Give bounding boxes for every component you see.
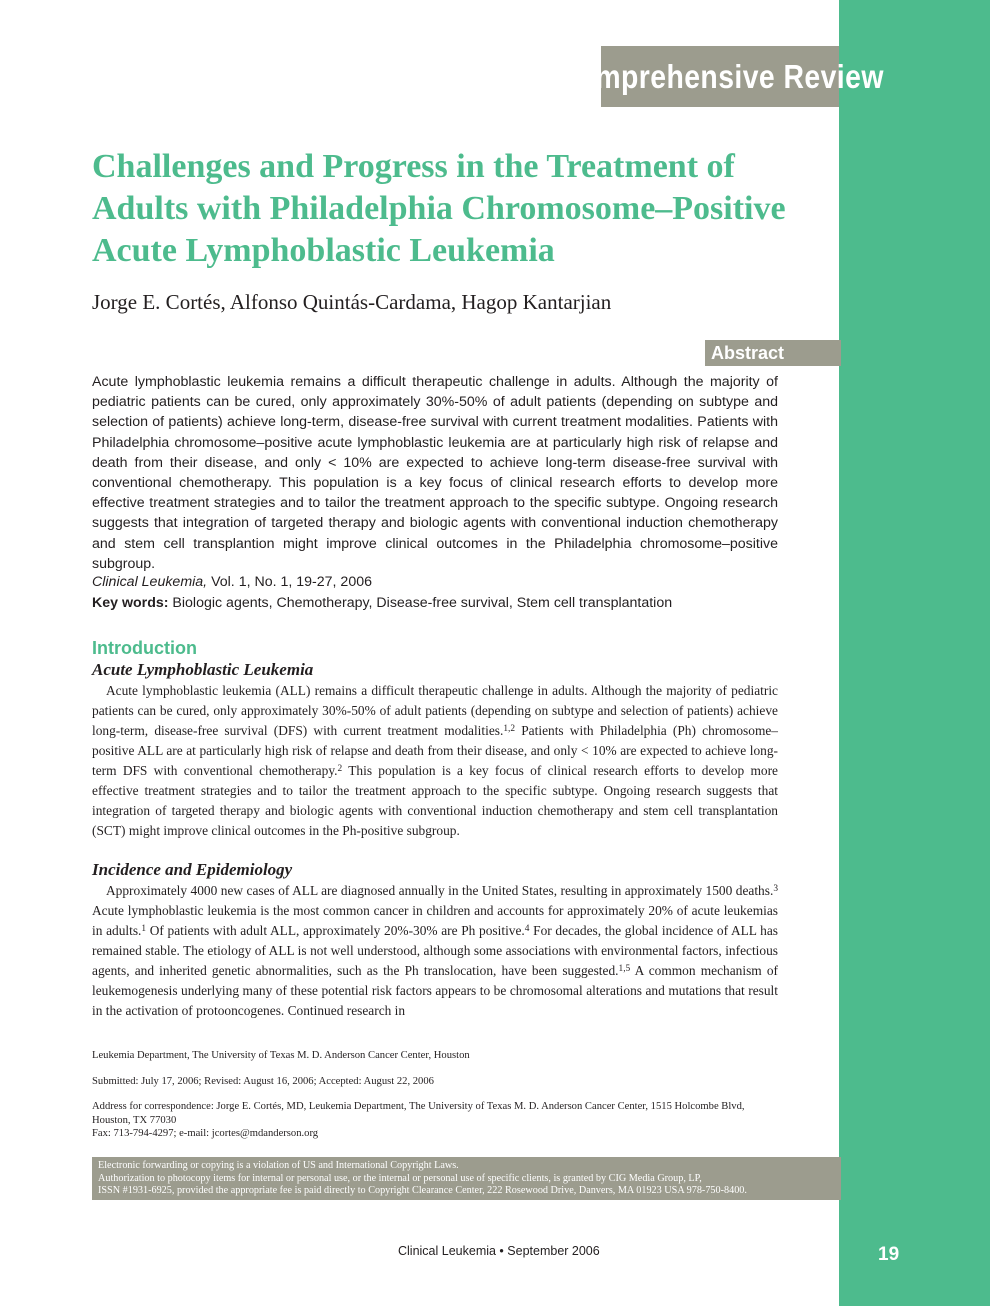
- copyright-line: Electronic forwarding or copying is a violation of US and International Copyright Laws.: [98, 1160, 459, 1171]
- subheading-epidemiology: Incidence and Epidemiology: [92, 860, 293, 879]
- footnote-contact: Fax: 713-794-4297; e-mail: jcortes@mdanderson.org: [92, 1128, 319, 1139]
- footnote-affiliation: Leukemia Department, The University of Texas M. D. Anderson Cancer Center, Houston: [92, 1050, 470, 1061]
- footnote-correspondence: Address for correspondence: Jorge E. Cortés, MD, Leukemia Department, The University of Texas M. D. Anderson Cancer Center, 1515 Holcombe Blvd, Houston, TX 77030: [92, 1101, 745, 1126]
- citation-line: [92, 572, 792, 593]
- copyright-notice: [92, 1157, 841, 1200]
- reference-marker: 1: [141, 923, 147, 934]
- paragraph-all: [92, 681, 778, 841]
- footnotes: [92, 1049, 772, 1153]
- paragraph-epidemiology: [92, 881, 778, 1021]
- footer-journal-date: Clinical Leukemia • September 2006: [398, 1244, 600, 1258]
- page-number: 19: [878, 1244, 900, 1265]
- keywords-line: [92, 593, 792, 614]
- article-title: Challenges and Progress in the Treatment of Adults with Philadelphia Chromosome–Positive Acute Lymphoblastic Leukemia: [92, 148, 786, 269]
- abstract-text: Acute lymphoblastic leukemia remains a difficult therapeutic challenge in adults. Although the majority of pediatric patients can be cured, only approximately 30%-50% of adult patients (depending on subtype and selection of patients) achieve long-term, disease-free survival with current treatment modalities. Patients with Philadelphia chromosome–positive acute lymphoblastic leukemia are at particularly high risk of relapse and death from their disease, and only < 10% are expected to achieve long-term disease-free survival with conventional chemotherapy. This population is a key focus of clinical research efforts to develop more effective treatment strategies and to tailor the treatment approach to the specific subtype. Ongoing research suggests that integration of targeted therapy and biologic agents with conventional induction chemotherapy and stem cell transplantion might improve clinical outcomes in the Philadelphia chromosome–positive subgroup.: [92, 374, 778, 572]
- keywords-label: Key words:: [92, 594, 169, 611]
- paragraph-text: A common mechanism of leukemogenesis underlying many of these potential risk factors appears to be chromosomal alterations and mutations that result in the activation of protooncogenes. Continued research in: [92, 963, 778, 1018]
- copyright-line: ISSN #1931-6925, provided the appropriate fee is paid directly to Copyright Clearance Center, 222 Rosewood Drive, Danvers, MA 01923 USA 978-750-8400.: [98, 1185, 747, 1196]
- copyright-line: Authorization to photocopy items for internal or personal use, or the internal or personal use of specific clients, is granted by CIG Media Group, LP,: [98, 1172, 702, 1184]
- paragraph-text: This population is a key focus of clinical research efforts to develop more effective treatment strategies and to tailor the treatment approach to the specific subtype. Ongoing research suggests that integration of targeted therapy and biologic agents with conventional induction chemotherapy and stem cell transplantation (SCT) might improve clinical outcomes in the Ph-positive subgroup.: [92, 763, 778, 838]
- side-color-bar: [839, 0, 990, 1306]
- reference-marker: 2: [337, 763, 343, 774]
- paragraph-text: Acute lymphoblastic leukemia (ALL) remains a difficult therapeutic challenge in adults. Although the majority of pediatric patients can be cured, only approximately 30%-50% of adult patients (depending on subtype and selection of patients) achieve long-term, disease-free survival (DFS) with current treatment modalities.: [92, 683, 778, 738]
- footnote-dates: Submitted: July 17, 2006; Revised: August 16, 2006; Accepted: August 22, 2006: [92, 1075, 434, 1087]
- citation-block: [92, 572, 792, 613]
- subheading-all: Acute Lymphoblastic Leukemia: [92, 660, 314, 679]
- paragraph-text: For decades, the global incidence of ALL has remained stable. The etiology of ALL is not well understood, although some associations with environmental factors, infectious agents, and inherited genetic abnormalities, such as the Ph translocation, have been suggested.: [92, 923, 778, 978]
- reference-marker: 1,2: [503, 723, 516, 734]
- abstract-label: Abstract: [705, 340, 841, 366]
- citation-details: Vol. 1, No. 1, 19-27, 2006: [207, 574, 372, 590]
- section-label-text: Comprehensive Review: [556, 57, 884, 95]
- keywords-text: Biologic agents, Chemotherapy, Disease-free survival, Stem cell transplantation: [168, 594, 673, 611]
- reference-marker: 4: [524, 923, 530, 934]
- reference-marker: 1,5: [618, 963, 631, 974]
- introduction-heading: Introduction: [92, 638, 197, 658]
- reference-marker: 3: [773, 883, 778, 894]
- paragraph-text: Approximately 4000 new cases of ALL are diagnosed annually in the United States, resulting in approximately 1500 deaths.: [106, 883, 774, 898]
- section-label: [556, 46, 884, 107]
- paragraph-text: Patients with Philadelphia (Ph) chromosome–positive ALL are at particularly high risk of relapse and death from their disease, and only < 10% are expected to achieve long-term DFS with conventional chemotherapy.: [92, 723, 779, 778]
- paragraph-text: Acute lymphoblastic leukemia is the most common cancer in children and accounts for approximately 20% of acute leukemias in adults.: [92, 903, 778, 938]
- article-authors: Jorge E. Cortés, Alfonso Quintás-Cardama, Hagop Kantarjian: [92, 290, 612, 314]
- paragraph-text: Of patients with adult ALL, approximately 20%-30% are Ph positive.: [146, 923, 525, 938]
- citation-journal: Clinical Leukemia,: [92, 574, 208, 590]
